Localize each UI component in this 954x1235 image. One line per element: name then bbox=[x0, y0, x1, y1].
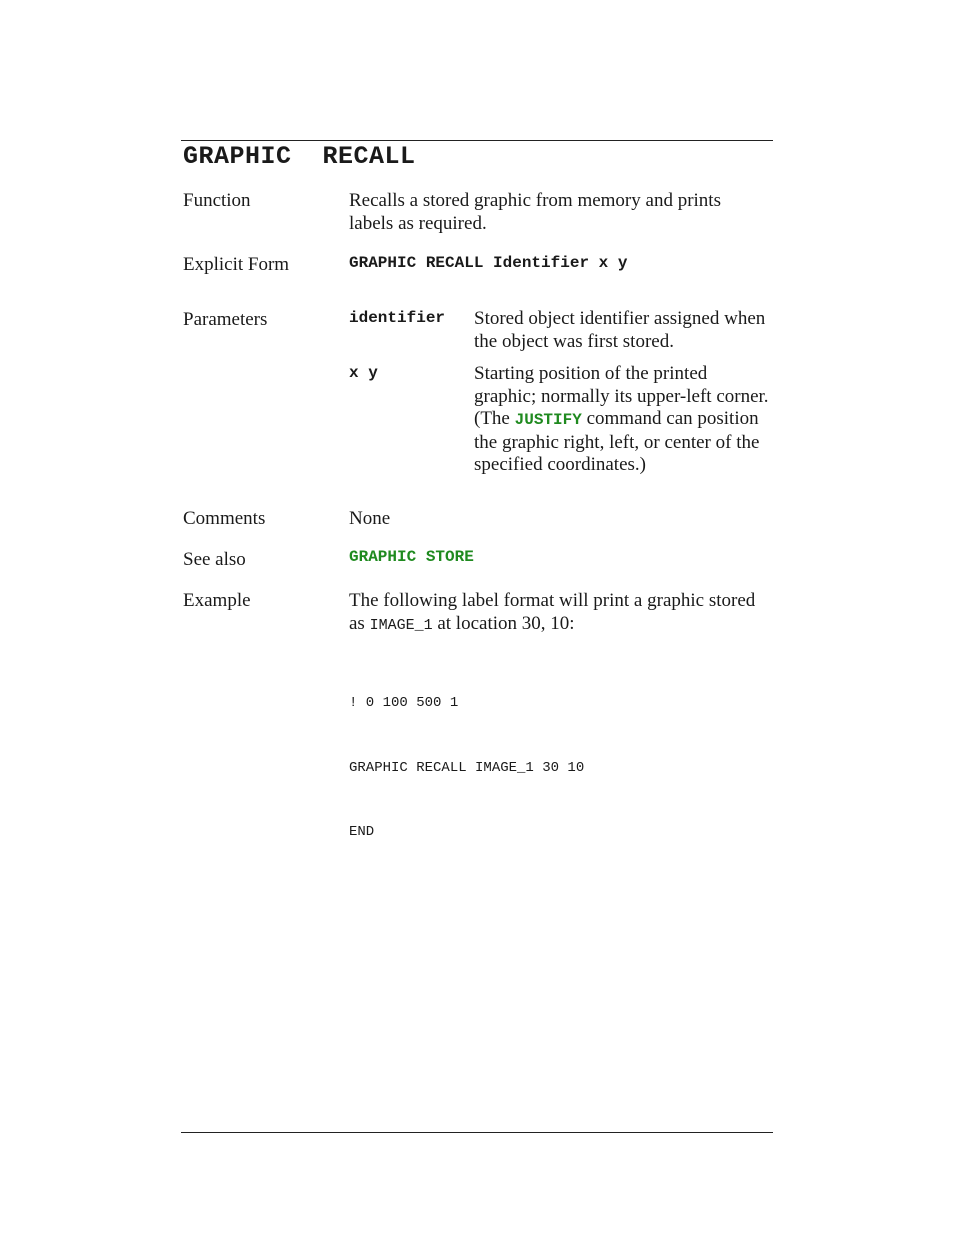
param-xy-text-after: command can position the graphic right, left, or center of the specified coordinates.) bbox=[474, 408, 760, 476]
page-title: GRAPHIC RECALL bbox=[183, 142, 416, 171]
code-line: ! 0 100 500 1 bbox=[349, 695, 459, 711]
param-xy-text-before: Starting position of the printed graphic; normally its upper-left corner. (The bbox=[474, 363, 769, 430]
example-text bbox=[349, 589, 769, 637]
see-also-label: See also bbox=[183, 549, 246, 570]
code-line: END bbox=[349, 824, 375, 840]
example-label: Example bbox=[183, 590, 251, 611]
comments-label: Comments bbox=[183, 508, 266, 529]
justify-link[interactable]: JUSTIFY bbox=[514, 411, 582, 430]
top-rule bbox=[181, 140, 773, 141]
graphic-store-link[interactable]: GRAPHIC STORE bbox=[349, 548, 474, 566]
example-text-after: at location 30, 10: bbox=[432, 613, 575, 634]
explicit-form-syntax: GRAPHIC RECALL Identifier x y bbox=[349, 254, 628, 272]
parameters-label: Parameters bbox=[183, 309, 268, 330]
code-line: GRAPHIC RECALL IMAGE_1 30 10 bbox=[349, 759, 585, 776]
param-identifier-name: identifier bbox=[349, 309, 446, 327]
example-text-before: The following label format will print a graphic stored as bbox=[349, 590, 756, 634]
param-xy-description bbox=[474, 363, 769, 477]
explicit-form-label: Explicit Form bbox=[183, 254, 290, 275]
example-inline-code: IMAGE_1 bbox=[369, 617, 433, 634]
param-xy-name: x y bbox=[349, 364, 378, 382]
bottom-rule bbox=[181, 1132, 773, 1133]
comments-text: None bbox=[349, 508, 391, 529]
example-code-block bbox=[349, 650, 584, 865]
param-identifier-description: Stored object identifier assigned when the object was first stored. bbox=[474, 308, 766, 352]
function-text: Recalls a stored graphic from memory and prints labels as required. bbox=[349, 190, 721, 234]
function-label: Function bbox=[183, 190, 251, 211]
